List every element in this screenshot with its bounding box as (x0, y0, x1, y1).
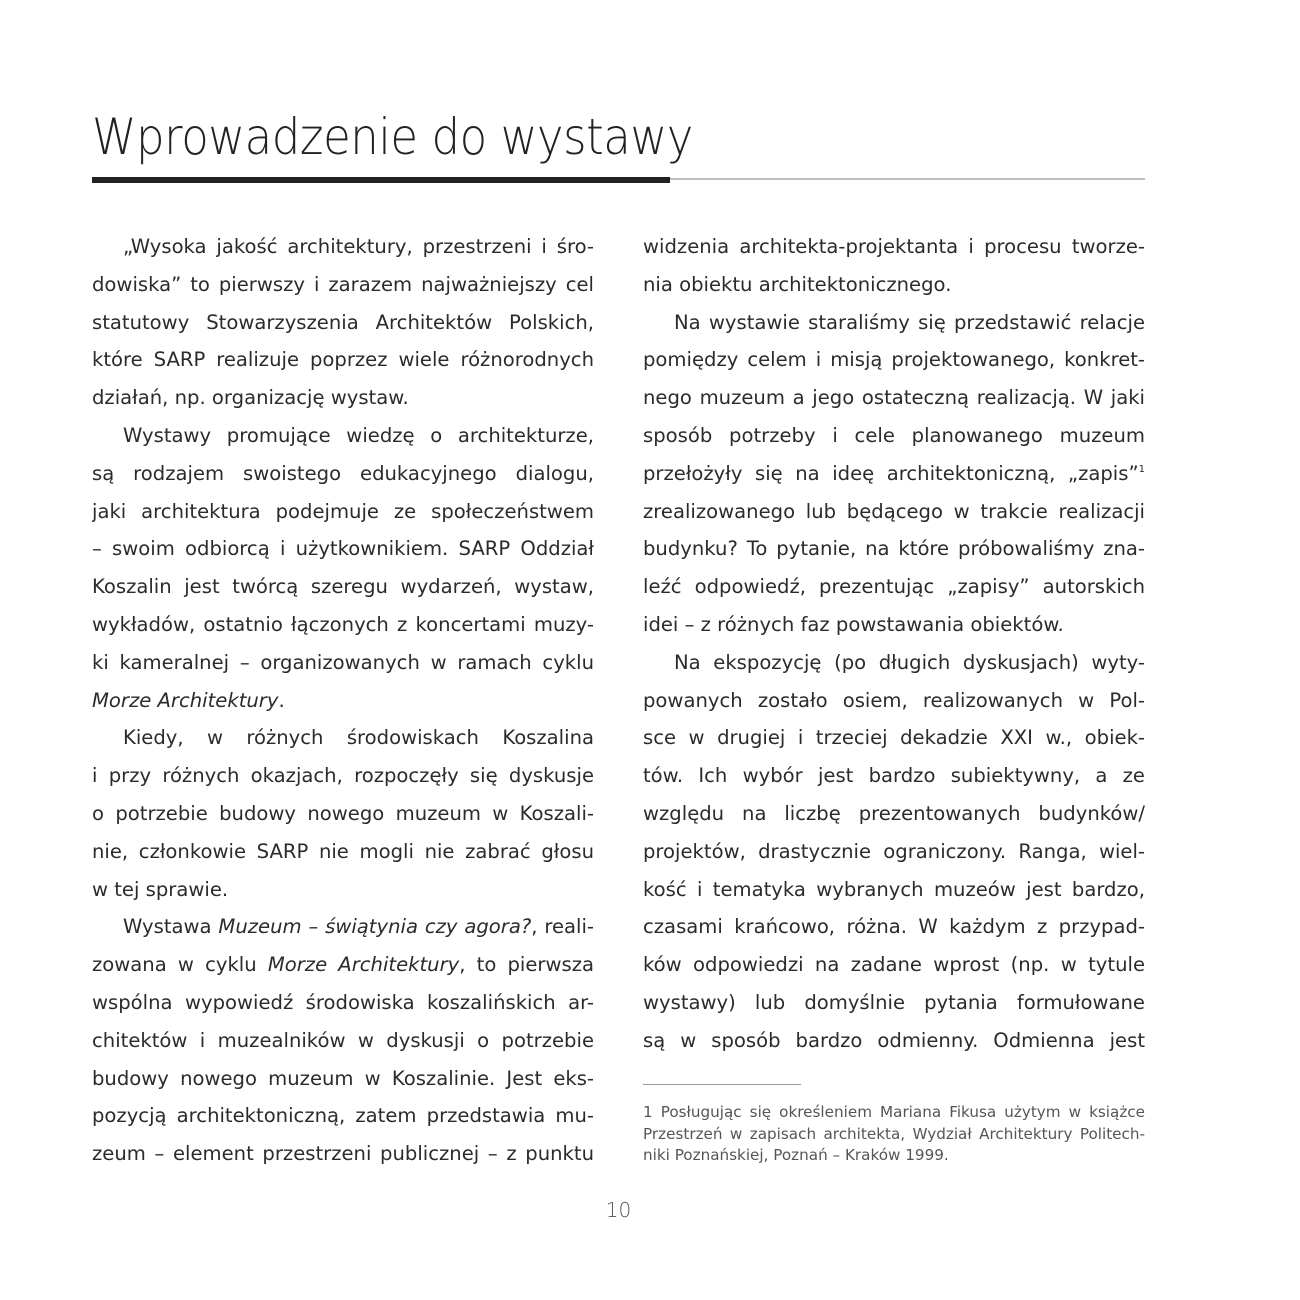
text-line: statutowy Stowarzyszenia Architektów Polskich, (92, 310, 594, 334)
footnote-reference[interactable]: 1 (1138, 463, 1145, 475)
page-title: Wprowadzenie do wystawy (92, 108, 693, 166)
text-line: zrealizowanego lub będącego w trakcie realizacji (643, 499, 1145, 523)
text-line: które SARP realizuje poprzez wiele różnorodnych (92, 348, 594, 372)
text-line: widzenia architekta-projektanta i procesu tworze- (643, 235, 1145, 258)
text-line: czasami krańcowo, różna. W każdym z przypad- (643, 915, 1145, 939)
text-line: względu na liczbę prezentowanych budynków/ (643, 801, 1145, 825)
series-name-italic: Morze Architektury (267, 953, 460, 977)
text-line: idei – z różnych faz powstawania obiektów. (643, 612, 1064, 636)
footnote-line: 1 Posługując się określeniem Mariana Fikusa użytym w książce (643, 1103, 1145, 1121)
text-line: chitektów i muzealników w dyskusji o potrzebie (92, 1028, 594, 1052)
text-line: ki kameralnej – organizowanych w ramach cyklu (92, 650, 594, 674)
series-name-italic: Morze Architektury (92, 688, 279, 712)
text-span: Wystawa (123, 915, 219, 939)
left-column (92, 228, 594, 1173)
text-span: zowana w cyklu (92, 953, 268, 977)
text-line: o potrzebie budowy nowego muzeum w Koszali- (92, 801, 594, 825)
footnote (643, 1102, 1145, 1167)
text-line: dowiska” to pierwszy i zarazem najważniejszy cel (92, 272, 594, 296)
right-column (643, 228, 1145, 1060)
text-line: kość i tematyka wybranych muzeów jest bardzo, (643, 877, 1145, 901)
text-line: Koszalin jest twórcą szeregu wydarzeń, wystaw, (92, 575, 594, 599)
text-line: ków odpowiedzi na zadane wprost (np. w tytule (643, 953, 1145, 977)
text-line: nie, członkowie SARP nie mogli nie zabrać głosu (92, 839, 594, 863)
text-line: budowy nowego muzeum w Koszalinie. Jest eks- (92, 1066, 594, 1090)
text-span: , to pierwsza (459, 953, 594, 977)
footnote-line: niki Poznańskiej, Poznań – Kraków 1999. (643, 1146, 949, 1164)
text-line: pozycją architektoniczną, zatem przedstawia mu- (92, 1104, 594, 1128)
text-line: działań, np. organizację wystaw. (92, 386, 409, 410)
text-line (92, 946, 594, 984)
text-line: są rodzajem swoistego edukacyjnego dialogu, (92, 461, 594, 485)
text-line: sposób potrzeby i cele planowanego muzeum (643, 423, 1145, 447)
text-line: zeum – element przestrzeni publicznej – z punktu (92, 1142, 594, 1166)
text-line: nego muzeum a jego ostateczną realizacją. W jaki (643, 386, 1145, 410)
text-line: i przy różnych okazjach, rozpoczęły się dyskusje (92, 764, 594, 788)
exhibition-title-italic: Muzeum – świątynia czy agora? (218, 915, 532, 939)
text-line: wspólna wypowiedź środowiska koszalińskich ar- (92, 990, 594, 1014)
text-line: Wystawy promujące wiedzę o architekturze, (123, 423, 594, 447)
text-line: w tej sprawie. (92, 877, 229, 901)
footnote-line: Przestrzeń w zapisach architekta, Wydział Architektury Politech- (643, 1124, 1145, 1143)
text-line: pomiędzy celem i misją projektowanego, konkret- (643, 348, 1145, 372)
text-line: „Wysoka jakość architektury, przestrzeni i śro- (123, 235, 594, 258)
text-line: powanych zostało osiem, realizowanych w Pol- (643, 688, 1145, 712)
text-line: wystawy) lub domyślnie pytania formułowane (643, 990, 1145, 1014)
text-line (92, 908, 594, 946)
text-line: są w sposób bardzo odmienny. Odmienna jest (643, 1028, 1145, 1052)
footnote-separator (643, 1084, 801, 1085)
text-line: sce w drugiej i trzeciej dekadzie XXI w., obiek- (643, 726, 1145, 750)
text-line (92, 682, 594, 720)
text-line: leźć odpowiedź, prezentując „zapisy” autorskich (643, 575, 1145, 599)
text-line: Na ekspozycję (po długich dyskusjach) wyty- (674, 650, 1145, 674)
text-line (643, 455, 1145, 493)
text-line: nia obiektu architektonicznego. (643, 272, 952, 296)
page-number: 10 (605, 1198, 632, 1222)
text-line: wykładów, ostatnio łączonych z koncertami muzy- (92, 612, 594, 636)
text-span: , reali- (531, 915, 594, 939)
period: . (278, 688, 285, 712)
text-line: tów. Ich wybór jest bardzo subiektywny, a ze (643, 764, 1145, 788)
text-line: Kiedy, w różnych środowiskach Koszalina (123, 726, 594, 750)
text-line: – swoim odbiorcą i użytkownikiem. SARP Oddział (92, 537, 594, 561)
text-line: jaki architektura podejmuje ze społeczeństwem (92, 499, 594, 523)
text-line: projektów, drastycznie ograniczony. Ranga, wiel- (643, 839, 1145, 863)
text-line: Na wystawie staraliśmy się przedstawić relacje (674, 310, 1145, 334)
text-line: budynku? To pytanie, na które próbowaliśmy zna- (643, 537, 1145, 561)
title-underline-thick (92, 177, 670, 183)
text-span: przełożyły się na ideę architektoniczną, „zapis” (643, 461, 1139, 485)
